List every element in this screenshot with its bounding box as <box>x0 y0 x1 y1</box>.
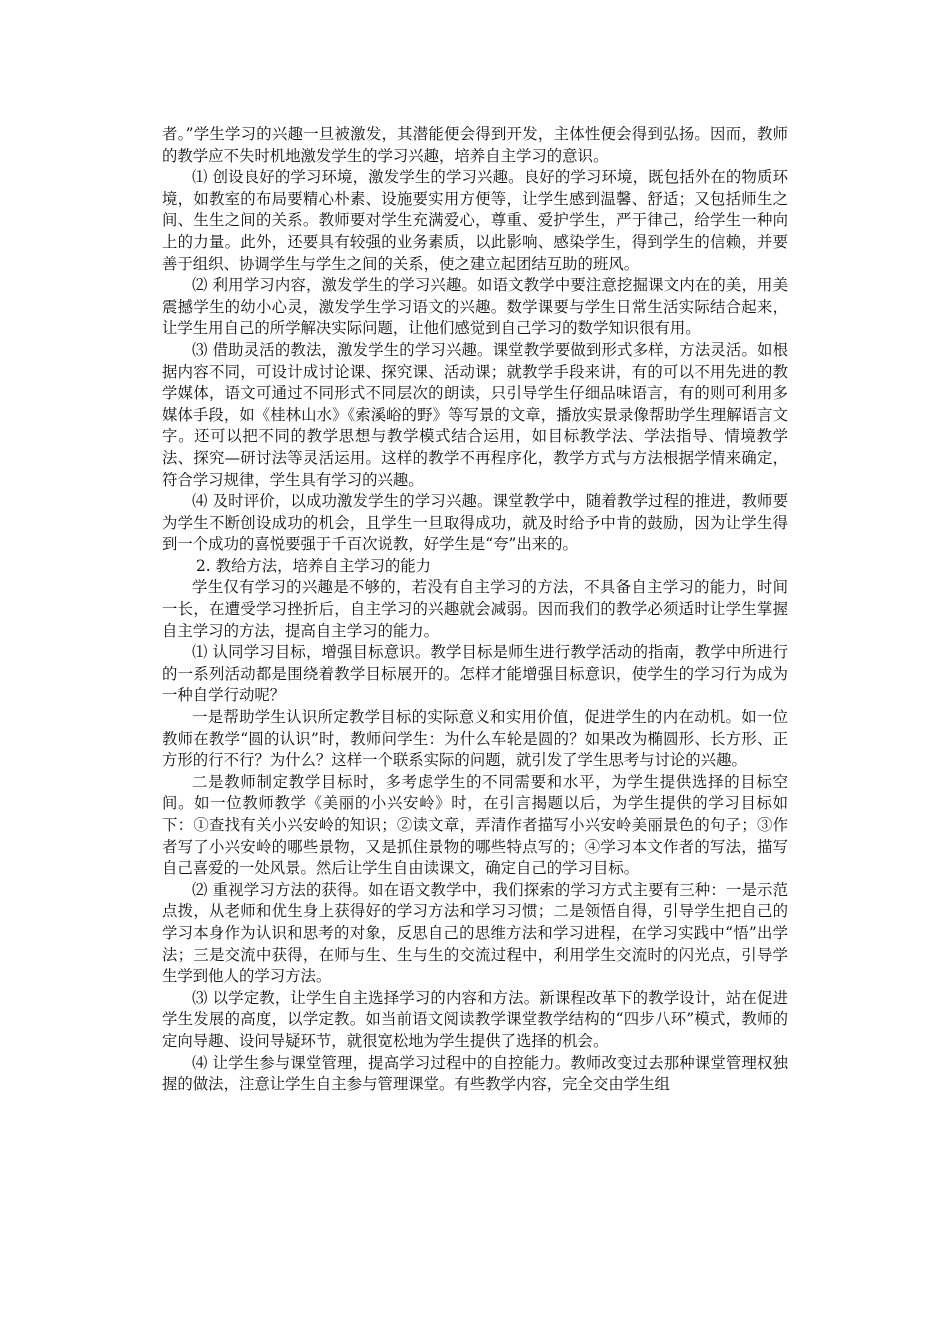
paragraph-9: 二是教师制定教学目标时，多考虑学生的不同需要和水平，为学生提供选择的目标空间。如一位教师教学《美丽的小兴安岭》时，在引言揭题以后，为学生提供的学习目标如下：①查找有关小兴安岭的知识；②读文章，弄清作者描写小兴安岭美丽景色的句子；③作者写了小兴安岭的哪些景物，又是抓住景物的哪些特点写的；④学习本文作者的写法，描写自己喜爱的一处风景。然后让学生自由读课文，确定自己的学习目标。 <box>162 772 788 878</box>
paragraph-11: ⑶ 以学定教，让学生自主选择学习的内容和方法。新课程改革下的教学设计，站在促进学生发展的高度，以学定教。如当前语文阅读教学课堂教学结构的“四步八环”模式，教师的定向导趣、设问导疑环节，就很宽松地为学生提供了选择的机会。 <box>162 988 788 1050</box>
paragraph-2: ⑴ 创设良好的学习环境，激发学生的学习兴趣。良好的学习环境，既包括外在的物质环境，如教室的布局要精心朴素、设施要实用方便等，让学生感到温馨、舒适；又包括师生之间、生生之间的关系。教师要对学生充满爱心，尊重、爱护学生，严于律己，给学生一种向上的力量。此外，还要具有较强的业务素质，以此影响、感染学生，得到学生的信赖，并要善于组织、协调学生与学生之间的关系，使之建立起团结互助的班风。 <box>162 168 788 273</box>
paragraph-5: ⑷ 及时评价，以成功激发学生的学习兴趣。课堂教学中，随着教学过程的推进，教师要为学生不断创设成功的机会，且学生一旦取得成功，就及时给予中肯的鼓励，因为让学生得到一个成功的喜悦要强于千百次说教，好学生是“夸”出来的。 <box>162 492 788 554</box>
paragraph-10: ⑵ 重视学习方法的获得。如在语文教学中，我们探索的学习方式主要有三种：一是示范点拨，从老师和优生身上获得好的学习方法和学习习惯；二是领悟自得，引导学生把自己的学习本身作为认识和思考的对象，反思自己的思维方法和学习进程，在学习实践中“悟”出学法；三是交流中获得，在师与生、生与生的交流过程中，利用学生交流时的闪光点，引导学生学到他人的学习方法。 <box>162 880 788 986</box>
paragraph-8: 一是帮助学生认识所定教学目标的实际意义和实用价值，促进学生的内在动机。如一位教师在教学“圆的认识”时，教师问学生：为什么车轮是圆的？如果改为椭圆形、长方形、正方形的行不行？为什么？这样一个联系实际的问题，就引发了学生思考与讨论的兴趣。 <box>162 708 788 770</box>
paragraph-12: ⑷ 让学生参与课堂管理，提高学习过程中的自控能力。教师改变过去那种课堂管理权独握的做法，注意让学生自主参与管理课堂。有些教学内容，完全交由学生组 <box>162 1053 788 1094</box>
paragraph-7: ⑴ 认同学习目标，增强目标意识。教学目标是师生进行教学活动的指南，教学中所进行的一系列活动都是围绕着教学目标展开的。怎样才能增强目标意识，使学生的学习行为成为一种自学行动呢？ <box>162 643 788 705</box>
section-heading: 2. 教给方法，培养自主学习的能力 <box>196 556 432 575</box>
paragraph-6: 学生仅有学习的兴趣是不够的，若没有自主学习的方法，不具备自主学习的能力，时间一长，在遭受学习挫折后，自主学习的兴趣就会减弱。因而我们的教学必须适时让学生掌握自主学习的方法，提高自主学习的能力。 <box>162 578 788 640</box>
paragraph-1: 者。”学生学习的兴趣一旦被激发，其潜能便会得到开发，主体性便会得到弘扬。因而，教师的教学应不失时机地激发学生的学习兴趣，培养自主学习的意识。 <box>162 125 788 165</box>
document-page <box>162 124 788 1096</box>
paragraph-4: ⑶ 借助灵活的教法，激发学生的学习兴趣。课堂教学要做到形式多样，方法灵活。如根据内容不同，可设计成讨论课、探究课、活动课；就教学手段来讲，有的可以不用先进的教学媒体，语文可通过不同形式不同层次的朗读，只引导学生仔细品味语言，有的则可利用多媒体手段，如《桂林山水》《索溪峪的野》等写景的文章，播放实景录像帮助学生理解语言文字。还可以把不同的教学思想与教学模式结合运用，如目标教学法、学法指导、情境教学法、探究—研讨法等灵活运用。这样的教学不再程序化，教学方式与方法根据学情来确定，符合学习规律，学生具有学习的兴趣。 <box>162 340 788 489</box>
paragraph-3: ⑵ 利用学习内容，激发学生的学习兴趣。如语文教学中要注意挖掘课文内在的美，用美震撼学生的幼小心灵，激发学生学习语文的兴趣。数学课要与学生日常生活实际结合起来，让学生用自己的所学解决实际问题，让他们感觉到自己学习的数学知识很有用。 <box>162 276 788 338</box>
